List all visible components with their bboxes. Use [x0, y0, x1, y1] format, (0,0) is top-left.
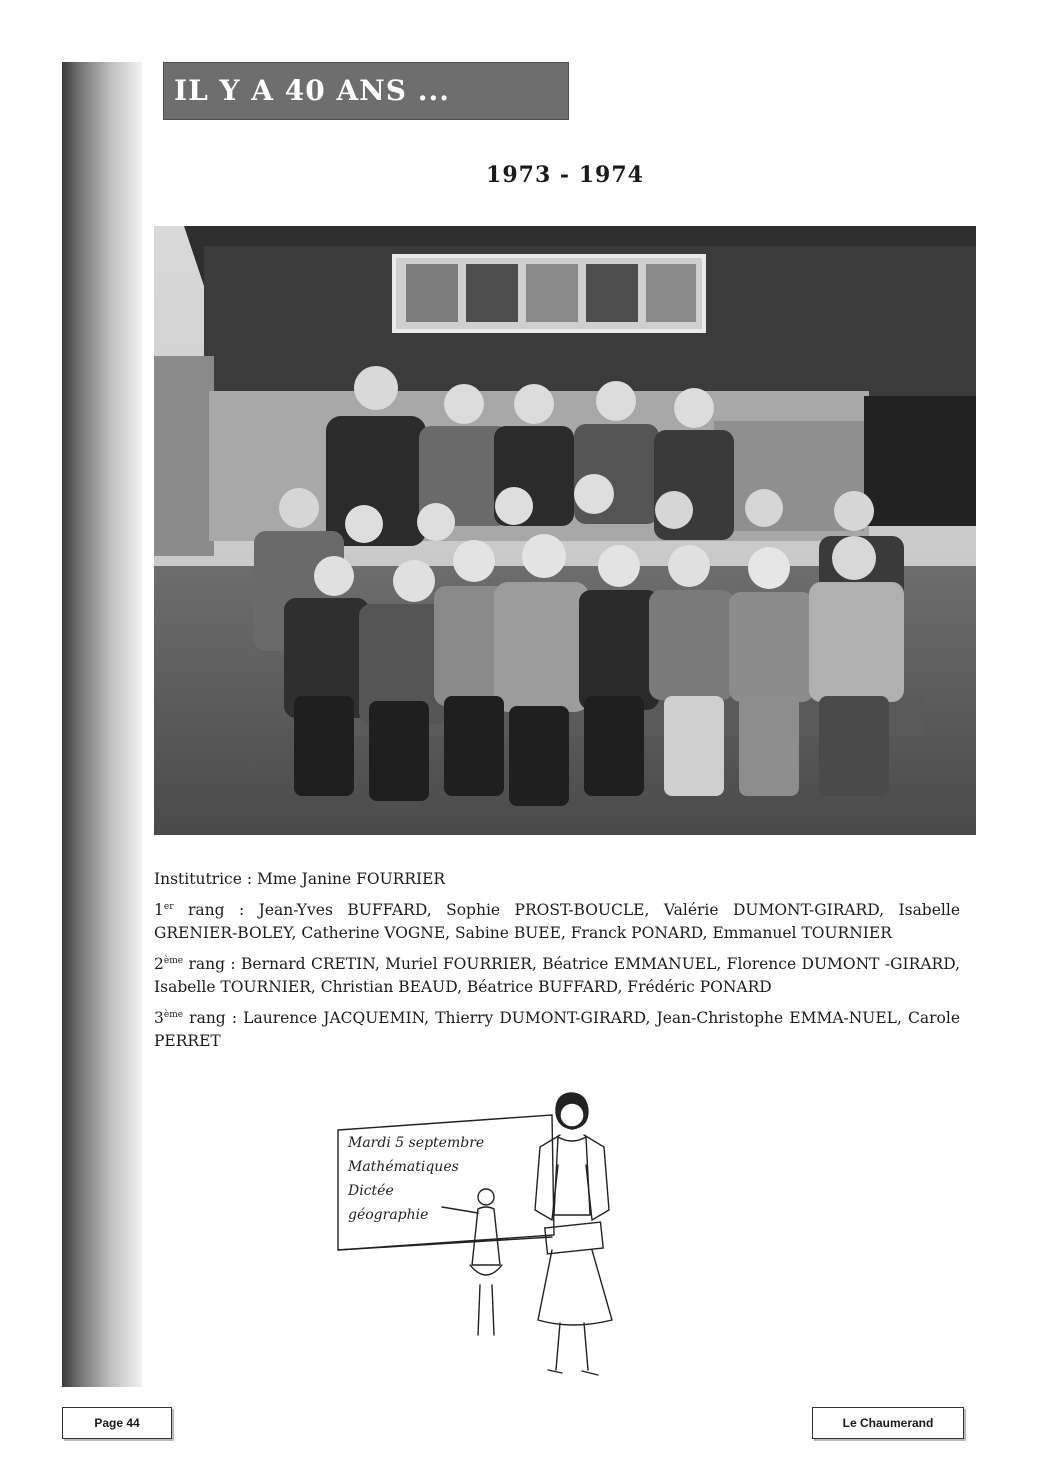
year-range: 1973 - 1974 [486, 162, 644, 188]
rank-3-line: 3ème rang : Laurence JACQUEMIN, Thierry DUMONT-GIRARD, Jean-Christophe EMMA-NUEL, Carole PERRET [154, 1009, 960, 1050]
blackboard-line-4: géographie [348, 1207, 429, 1223]
decorative-side-bar [62, 62, 142, 1387]
page-number-box [62, 1407, 172, 1439]
photo-caption [154, 868, 960, 1061]
blackboard-line-1: Mardi 5 septembre [348, 1135, 485, 1151]
blackboard-line-2: Mathématiques [348, 1159, 459, 1175]
section-title: IL Y A 40 ANS ... [174, 74, 450, 107]
rank-2-line: 2ème rang : Bernard CRETIN, Muriel FOURRIER, Béatrice EMMANUEL, Florence DUMONT -GIRARD, Isabelle TOURNIER, Christian BEAUD, Béatrice BUFFARD, Frédéric PONARD [154, 955, 960, 996]
blackboard-line-3: Dictée [348, 1183, 394, 1199]
publication-name: Le Chaumerand [842, 1416, 934, 1430]
teacher-line: Institutrice : Mme Janine FOURRIER [154, 870, 446, 888]
publication-name-box [812, 1407, 964, 1439]
class-photo [154, 226, 976, 835]
teacher-drawing-illustration [330, 1085, 630, 1385]
class-photo-image [154, 226, 976, 835]
page-number: Page 44 [94, 1416, 140, 1430]
teacher-drawing [330, 1085, 630, 1385]
rank-1-line: 1er rang : Jean-Yves BUFFARD, Sophie PROST-BOUCLE, Valérie DUMONT-GIRARD, Isabelle GRENIER-BOLEY, Catherine VOGNE, Sabine BUEE, Franck PONARD, Emmanuel TOURNIER [154, 901, 960, 942]
section-header [163, 62, 569, 120]
